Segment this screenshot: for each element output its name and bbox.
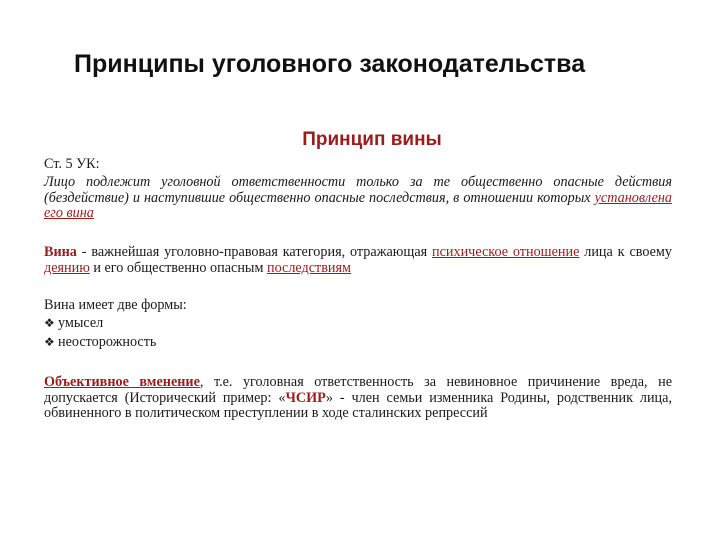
forms-heading: Вина имеет две формы: bbox=[44, 297, 187, 313]
definition-highlight-consequences: последствиям bbox=[266, 259, 352, 276]
definition-term: Вина bbox=[44, 244, 77, 260]
objective-text-2: » - член семьи изменника Родины, родственник лица, обвиненного в политическом преступлении в ходе сталинских репрессий bbox=[44, 389, 672, 421]
diamond-bullet-icon: ❖ bbox=[44, 316, 55, 330]
objective-term: Объективное вменение bbox=[44, 374, 200, 390]
objective-abbreviation: ЧСИР bbox=[285, 389, 326, 406]
forms-list bbox=[44, 316, 672, 353]
form-label: неосторожность bbox=[58, 333, 157, 350]
diamond-bullet-icon: ❖ bbox=[44, 334, 55, 349]
article-heading: Ст. 5 УК: bbox=[44, 156, 100, 172]
objective-text-1: , т.е. уголовная ответственность за невиновное причинение вреда, не допускается (Исторический пример: « bbox=[44, 374, 672, 406]
objective-imputation bbox=[44, 375, 672, 422]
article-text-highlight: установлена его вина bbox=[44, 189, 672, 221]
list-item bbox=[44, 335, 672, 351]
definition-text-2: лица к своему bbox=[579, 244, 672, 260]
definition-highlight-act: деянию bbox=[44, 259, 90, 276]
definition-text-1: - важнейшая уголовно-правовая категория, отражающая bbox=[76, 244, 433, 260]
article-text bbox=[44, 175, 672, 222]
list-item bbox=[44, 316, 672, 332]
form-label: умысел bbox=[58, 315, 104, 331]
definition-text-3: и его общественно опасным bbox=[89, 259, 267, 276]
slide-subtitle: Принцип вины bbox=[302, 129, 442, 150]
slide-title: Принципы уголовного законодательства bbox=[74, 50, 586, 78]
article-text-main: Лицо подлежит уголовной ответственности только за те общественно опасные действия (бездействие) и наступившие общественно опасные последствия, в отношении которых bbox=[44, 174, 672, 206]
definition-highlight-mental-attitude: психическое отношение bbox=[432, 244, 580, 260]
guilt-definition bbox=[44, 245, 672, 276]
